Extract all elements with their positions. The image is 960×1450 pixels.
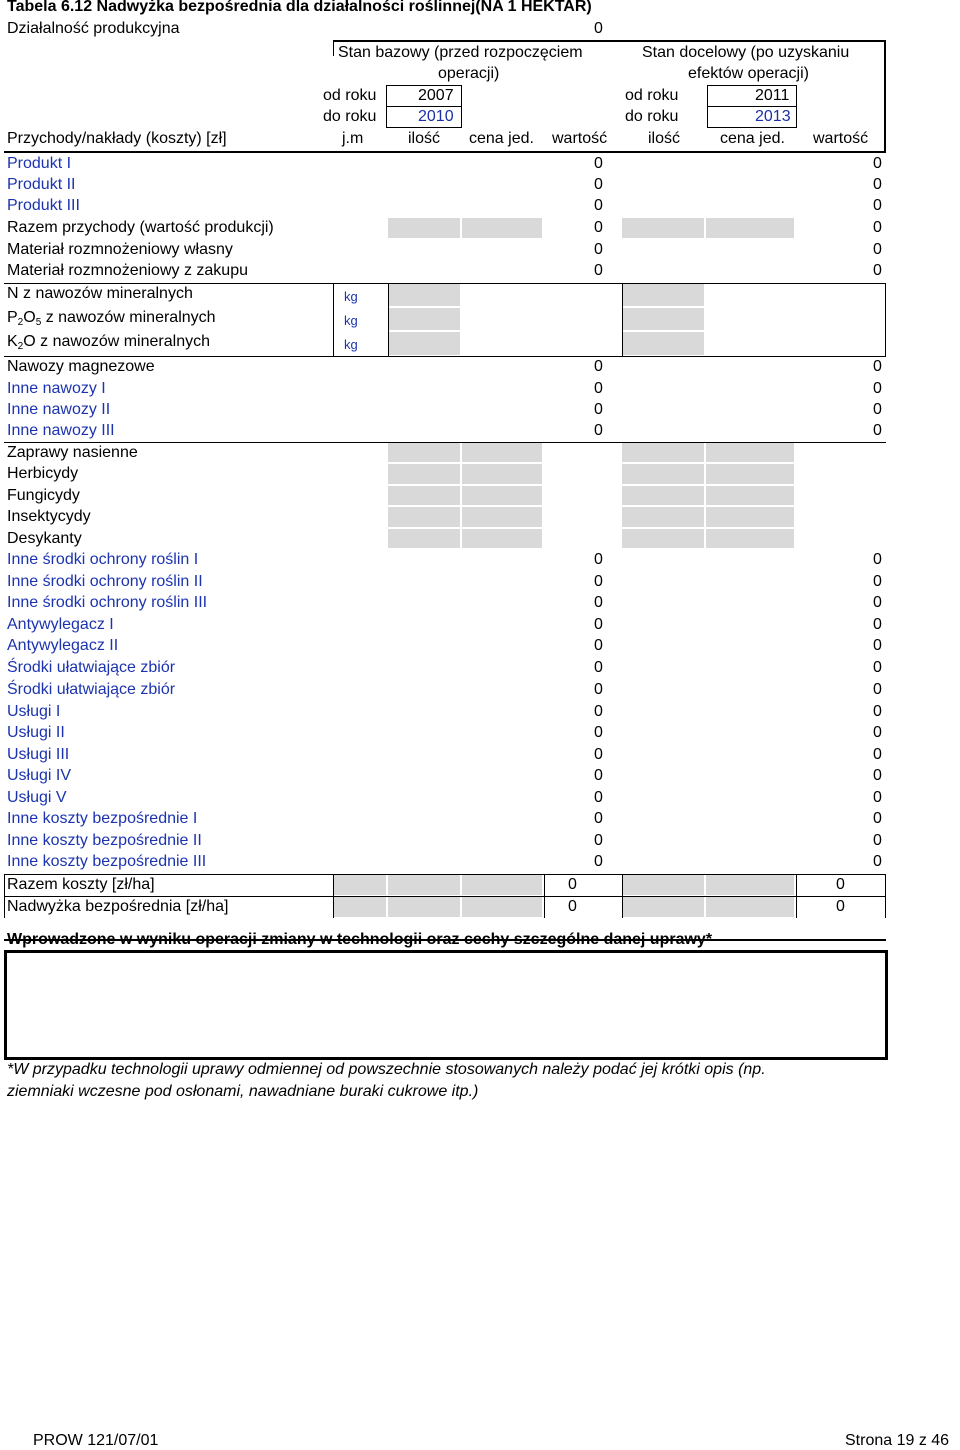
row-label: Usługi II xyxy=(7,724,65,741)
activity-value[interactable]: 0 xyxy=(594,20,603,37)
page-title: Tabela 6.12 Nadwyżka bezpośrednia dla działalności roślinnej(NA 1 HEKTAR) xyxy=(7,0,592,15)
base-from-year[interactable]: 2007 xyxy=(418,87,454,104)
shaded-cell xyxy=(706,464,794,484)
row-separator xyxy=(4,356,886,357)
shaded-cell xyxy=(388,486,460,505)
base-value: 0 xyxy=(594,616,603,633)
row-unit: kg xyxy=(344,289,358,304)
col-separator xyxy=(622,331,623,356)
row-label: Inne koszty bezpośrednie III xyxy=(7,853,207,870)
base-value: 0 xyxy=(594,724,603,741)
shaded-cell xyxy=(462,486,542,505)
target-value: 0 xyxy=(873,853,882,870)
base-value: 0 xyxy=(594,594,603,611)
base-state-heading: Stan bazowy (przed rozpoczęciem xyxy=(338,44,583,61)
row-label: Inne środki ochrony roślin I xyxy=(7,551,199,568)
target-value: 0 xyxy=(873,422,882,439)
shaded-cell xyxy=(388,875,460,895)
row-label: Inne nawozy III xyxy=(7,422,115,439)
base-value: 0 xyxy=(594,241,603,258)
base-value: 0 xyxy=(594,789,603,806)
footnote-line-2: ziemniaki wczesne pod osłonami, nawadniane buraki cukrowe itp.) xyxy=(7,1083,479,1100)
row-separator xyxy=(4,283,886,284)
col-separator xyxy=(796,874,797,896)
shaded-cell xyxy=(388,332,460,355)
base-value: 0 xyxy=(594,401,603,418)
base-value: 0 xyxy=(594,380,603,397)
col-separator xyxy=(544,874,545,896)
shaded-cell xyxy=(333,875,386,895)
col-separator xyxy=(622,874,623,896)
target-value: 0 xyxy=(873,789,882,806)
shaded-cell xyxy=(706,486,794,505)
target-value: 0 xyxy=(873,380,882,397)
target-value: 0 xyxy=(873,767,882,784)
col-base-price: cena jed. xyxy=(469,130,534,147)
shaded-cell xyxy=(706,443,794,462)
target-value: 0 xyxy=(873,551,882,568)
base-value: 0 xyxy=(568,876,577,893)
row-label: Środki ułatwiające zbiór xyxy=(7,681,176,698)
base-value: 0 xyxy=(594,637,603,654)
base-value: 0 xyxy=(594,853,603,870)
target-value: 0 xyxy=(873,810,882,827)
col-separator xyxy=(333,896,334,918)
target-state-heading: Stan docelowy (po uzyskaniu xyxy=(642,44,850,61)
target-value: 0 xyxy=(873,637,882,654)
footnote-line-1: *W przypadku technologii uprawy odmiennej od powszechnie stosowanych należy podać jej krótki opis (np. xyxy=(7,1061,766,1078)
target-from-year[interactable]: 2011 xyxy=(755,87,790,104)
shaded-cell xyxy=(462,443,542,462)
shaded-cell xyxy=(462,529,542,548)
row-label: Materiał rozmnożeniowy własny xyxy=(7,241,233,258)
target-value: 0 xyxy=(873,155,882,172)
shaded-cell xyxy=(706,529,794,548)
base-value: 0 xyxy=(594,810,603,827)
row-label: N z nawozów mineralnych xyxy=(7,285,193,302)
target-value: 0 xyxy=(873,659,882,676)
row-label: Inne nawozy I xyxy=(7,380,106,397)
shaded-cell xyxy=(462,897,542,917)
col-separator xyxy=(796,896,797,918)
col-separator xyxy=(885,283,886,307)
shaded-cell xyxy=(388,308,460,330)
row-label: Razem koszty [zł/ha] xyxy=(7,876,155,893)
row-unit: kg xyxy=(344,313,358,328)
shaded-cell xyxy=(462,218,542,238)
target-value: 0 xyxy=(873,241,882,258)
shaded-cell xyxy=(622,218,704,238)
row-separator xyxy=(4,874,886,875)
target-value: 0 xyxy=(873,681,882,698)
col-separator xyxy=(622,307,623,331)
row-label: Materiał rozmnożeniowy z zakupu xyxy=(7,262,248,279)
shaded-cell xyxy=(622,284,704,306)
shaded-cell xyxy=(462,507,542,527)
target-value: 0 xyxy=(873,746,882,763)
base-value: 0 xyxy=(594,262,603,279)
base-state-heading-2: operacji) xyxy=(438,65,500,82)
row-label: Desykanty xyxy=(7,530,82,547)
row-label: Inne nawozy II xyxy=(7,401,111,418)
base-value: 0 xyxy=(594,551,603,568)
row-label: Usługi I xyxy=(7,703,61,720)
row-label: Produkt I xyxy=(7,155,72,172)
row-label: Produkt II xyxy=(7,176,76,193)
base-value: 0 xyxy=(594,832,603,849)
row-label: Antywylegacz II xyxy=(7,637,119,654)
row-label: $P_2O_5$ z nawozów mineralnych xyxy=(7,309,216,328)
col-separator xyxy=(622,896,623,918)
target-value: 0 xyxy=(873,594,882,611)
changes-heading: Wprowadzone w wyniku operacji zmiany w technologii oraz cechy szczególne danej uprawy* xyxy=(7,931,713,948)
base-value: 0 xyxy=(594,681,603,698)
target-value: 0 xyxy=(873,262,882,279)
shaded-cell xyxy=(388,443,460,462)
shaded-cell xyxy=(706,875,794,895)
target-value: 0 xyxy=(873,832,882,849)
col-separator xyxy=(885,331,886,356)
base-value: 0 xyxy=(594,422,603,439)
row-label: Nadwyżka bezpośrednia [zł/ha] xyxy=(7,898,229,915)
base-value: 0 xyxy=(594,176,603,193)
target-value: 0 xyxy=(873,724,882,741)
base-value: 0 xyxy=(594,573,603,590)
col-separator xyxy=(333,874,334,896)
footer-page-number: Strona 19 z 46 xyxy=(845,1432,950,1449)
target-value: 0 xyxy=(873,401,882,418)
shaded-cell xyxy=(622,507,704,527)
row-label: Antywylegacz I xyxy=(7,616,114,633)
target-state-heading-2: efektów operacji) xyxy=(688,65,809,82)
base-value: 0 xyxy=(594,703,603,720)
col-target-value: wartość xyxy=(813,130,869,147)
col-unit: j.m xyxy=(342,130,364,147)
shaded-cell xyxy=(622,464,704,484)
target-from-label: od roku xyxy=(625,87,679,104)
target-value: 0 xyxy=(873,197,882,214)
row-label: Herbicydy xyxy=(7,465,79,482)
target-value: 0 xyxy=(873,573,882,590)
target-value: 0 xyxy=(873,358,882,375)
row-label: Fungicydy xyxy=(7,487,80,504)
col-separator xyxy=(388,331,389,356)
target-value: 0 xyxy=(873,616,882,633)
row-label: Inne koszty bezpośrednie I xyxy=(7,810,198,827)
shaded-cell xyxy=(388,897,460,917)
shaded-cell xyxy=(622,308,704,330)
row-label: Produkt III xyxy=(7,197,80,214)
base-value: 0 xyxy=(594,155,603,172)
col-separator xyxy=(4,896,5,918)
target-to-label: do roku xyxy=(625,108,679,125)
activity-label: Działalność produkcyjna xyxy=(7,20,180,37)
shaded-cell xyxy=(706,897,794,917)
row-label: Usługi III xyxy=(7,746,70,763)
row-label: Zaprawy nasienne xyxy=(7,444,138,461)
shaded-cell xyxy=(622,332,704,355)
shaded-cell xyxy=(622,529,704,548)
shaded-cell xyxy=(706,507,794,527)
shaded-cell xyxy=(333,897,386,917)
col-separator xyxy=(333,283,334,307)
changes-text xyxy=(7,953,885,961)
row-label: Insektycydy xyxy=(7,508,91,525)
target-value: 0 xyxy=(873,219,882,236)
shaded-cell xyxy=(622,897,704,917)
row-label: Usługi IV xyxy=(7,767,72,784)
base-value: 0 xyxy=(594,197,603,214)
col-base-value: wartość xyxy=(552,130,608,147)
col-separator xyxy=(885,896,886,918)
shaded-cell xyxy=(388,507,460,527)
col-separator xyxy=(885,307,886,331)
col-separator xyxy=(333,307,334,331)
shaded-cell xyxy=(622,443,704,462)
row-label: Środki ułatwiające zbiór xyxy=(7,659,176,676)
base-value: 0 xyxy=(594,746,603,763)
row-label: Usługi V xyxy=(7,789,67,806)
col-separator xyxy=(388,307,389,331)
shaded-cell xyxy=(462,875,542,895)
row-separator xyxy=(4,896,886,897)
row-label: Inne środki ochrony roślin III xyxy=(7,594,208,611)
target-value: 0 xyxy=(836,876,845,893)
footer-doc-id: PROW 121/07/01 xyxy=(33,1432,159,1449)
changes-textarea[interactable] xyxy=(4,950,888,1060)
col-separator xyxy=(622,283,623,307)
shaded-cell xyxy=(388,464,460,484)
base-to-label: do roku xyxy=(323,108,377,125)
col-header-label: Przychody/nakłady (koszty) [zł] xyxy=(7,130,227,147)
row-label: Inne środki ochrony roślin II xyxy=(7,573,203,590)
col-separator xyxy=(388,283,389,307)
row-separator xyxy=(4,442,886,443)
row-label: $K_2O$ z nawozów mineralnych xyxy=(7,333,210,352)
shaded-cell xyxy=(388,284,460,306)
col-separator xyxy=(333,331,334,356)
row-label: Inne koszty bezpośrednie II xyxy=(7,832,202,849)
row-unit: kg xyxy=(344,337,358,352)
base-value: 0 xyxy=(594,767,603,784)
col-separator xyxy=(4,874,5,896)
base-to-year[interactable]: 2010 xyxy=(418,108,454,125)
col-separator xyxy=(885,874,886,896)
shaded-cell xyxy=(388,218,460,238)
col-target-price: cena jed. xyxy=(720,130,785,147)
base-value: 0 xyxy=(594,219,603,236)
base-value: 0 xyxy=(594,659,603,676)
target-value: 0 xyxy=(836,898,845,915)
col-base-qty: ilość xyxy=(408,130,441,147)
col-separator xyxy=(544,896,545,918)
target-value: 0 xyxy=(873,703,882,720)
base-from-label: od roku xyxy=(323,87,377,104)
shaded-cell xyxy=(462,464,542,484)
shaded-cell xyxy=(622,875,704,895)
shaded-cell xyxy=(622,486,704,505)
shaded-cell xyxy=(706,218,794,238)
target-to-year[interactable]: 2013 xyxy=(755,108,791,125)
row-label: Nawozy magnezowe xyxy=(7,358,155,375)
shaded-cell xyxy=(388,529,460,548)
base-value: 0 xyxy=(568,898,577,915)
target-value: 0 xyxy=(873,176,882,193)
base-value: 0 xyxy=(594,358,603,375)
col-target-qty: ilość xyxy=(648,130,681,147)
row-label: Razem przychody (wartość produkcji) xyxy=(7,219,274,236)
